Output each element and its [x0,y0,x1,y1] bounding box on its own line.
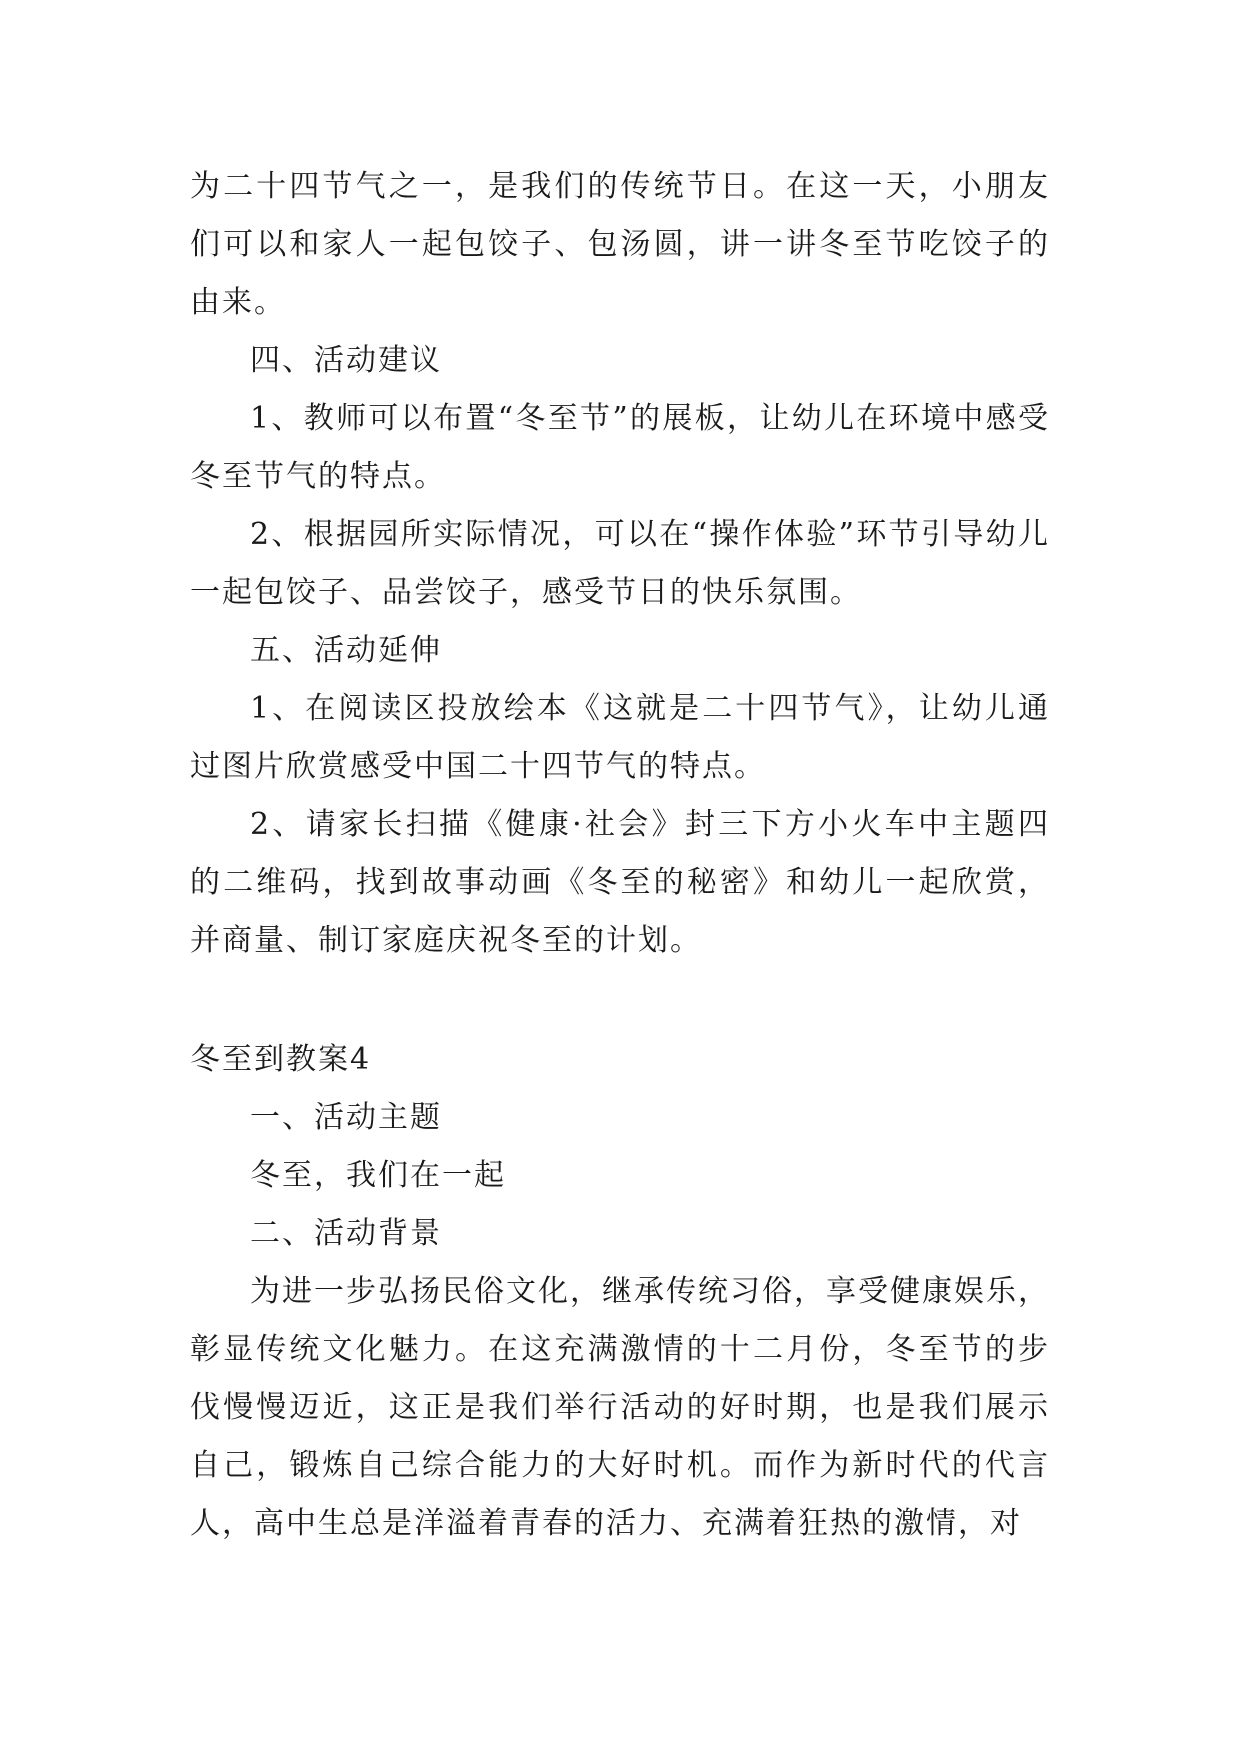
heading-activity-extension: 五、活动延伸 [250,633,442,668]
paragraph-intro-continued: 为二十四节气之一，是我们的传统节日。在这一天，小朋友们可以和家人一起包饺子、包汤圆，讲一讲冬至节吃饺子的由来。 [190,169,1050,320]
extension-item-1: 1、在阅读区投放绘本《这就是二十四节气》，让幼儿通过图片欣赏感受中国二十四节气的特点。 [190,691,1050,784]
activity-background-text: 为进一步弘扬民俗文化，继承传统习俗，享受健康娱乐，彰显传统文化魅力。在这充满激情的十二月份，冬至节的步伐慢慢迈近，这正是我们举行活动的好时期，也是我们展示自己，锻炼自己综合能力的大好时机。而作为新时代的代言人，高中生总是洋溢着青春的活力、充满着狂热的激情，对 [190,1274,1050,1541]
section-continued [190,158,1050,970]
lesson-plan-title: 冬至到教案4 [190,1042,372,1077]
lesson-plan-4 [190,1031,1050,1553]
suggestion-item-2: 2、根据园所实际情况，可以在“操作体验”环节引导幼儿一起包饺子、品尝饺子，感受节日的快乐氛围。 [190,517,1050,610]
heading-activity-background: 二、活动背景 [250,1216,442,1251]
heading-activity-theme: 一、活动主题 [250,1100,442,1135]
suggestion-item-1: 1、教师可以布置“冬至节”的展板，让幼儿在环境中感受冬至节气的特点。 [190,401,1050,494]
extension-item-2: 2、请家长扫描《健康·社会》封三下方小火车中主题四的二维码，找到故事动画《冬至的秘密》和幼儿一起欣赏，并商量、制订家庭庆祝冬至的计划。 [190,807,1050,958]
heading-activity-suggestions: 四、活动建议 [250,343,442,378]
activity-theme-text: 冬至，我们在一起 [250,1158,506,1193]
